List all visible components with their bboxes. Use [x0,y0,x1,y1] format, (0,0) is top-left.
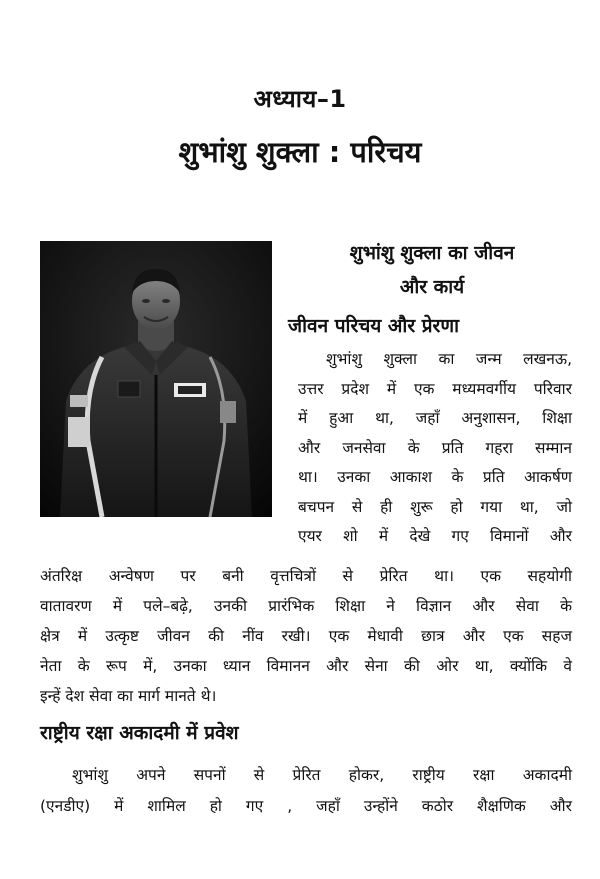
section-title [292,236,572,304]
astronaut-portrait-graphic [40,241,272,517]
section-title-line-1: शुभांशु शुक्ला का जीवन [349,242,515,264]
section-title-line-2: और कार्य [399,276,465,298]
text-line: इन्हें देश सेवा का मार्ग मानते थे। [40,687,217,705]
text-line: और जनसेवा के प्रति गहरा सम्मान [298,438,572,457]
text-line: बचपन से ही शुरू हो गया था, जो [298,497,572,516]
text-line: में हुआ था, जहाँ अनुशासन, शिक्षा [298,409,572,427]
text-line: क्षेत्र में उत्कृष्ट जीवन की नींव रखी। एक मेधावी छात्र और एक सहज [40,627,572,645]
text-line: नेता के रूप में, उनका ध्यान विमानन और सेना की ओर था, क्योंकि वे [40,657,572,675]
text-line: शुभांशु शुक्ला का जन्म लखनऊ, [326,350,572,368]
chapter-number: अध्याय–1 [253,85,347,113]
subsection-heading-life: जीवन परिचय और प्रेरणा [288,315,459,337]
text-line: अंतरिक्ष अन्वेषण पर बनी वृत्तचित्रों से प्रेरित था। एक सहयोगी [40,567,572,585]
subsection-heading-nda: राष्ट्रीय रक्षा अकादमी में प्रवेश [40,722,239,744]
text-line: था। उनका आकाश के प्रति आकर्षण [298,468,572,486]
text-line: एयर शो में देखे गए विमानों और [298,527,572,545]
text-line: वातावरण में पले–बढ़े, उनकी प्रारंभिक शिक्षा ने विज्ञान और सेवा के [40,597,572,615]
paragraph-right-column [298,345,572,552]
text-line: उत्तर प्रदेश में एक मध्यमवर्गीय परिवार [298,379,572,398]
text-line: शुभांशु अपने सपनों से प्रेरित होकर, राष्ट्रीय रक्षा अकादमी [72,766,572,784]
text-line: (एनडीए) में शामिल हो गए , जहाँ उन्होंने कठोर शैक्षणिक और [40,797,572,815]
chapter-title: शुभांशु शुक्ला : परिचय [178,135,422,169]
portrait-photo [40,241,272,517]
